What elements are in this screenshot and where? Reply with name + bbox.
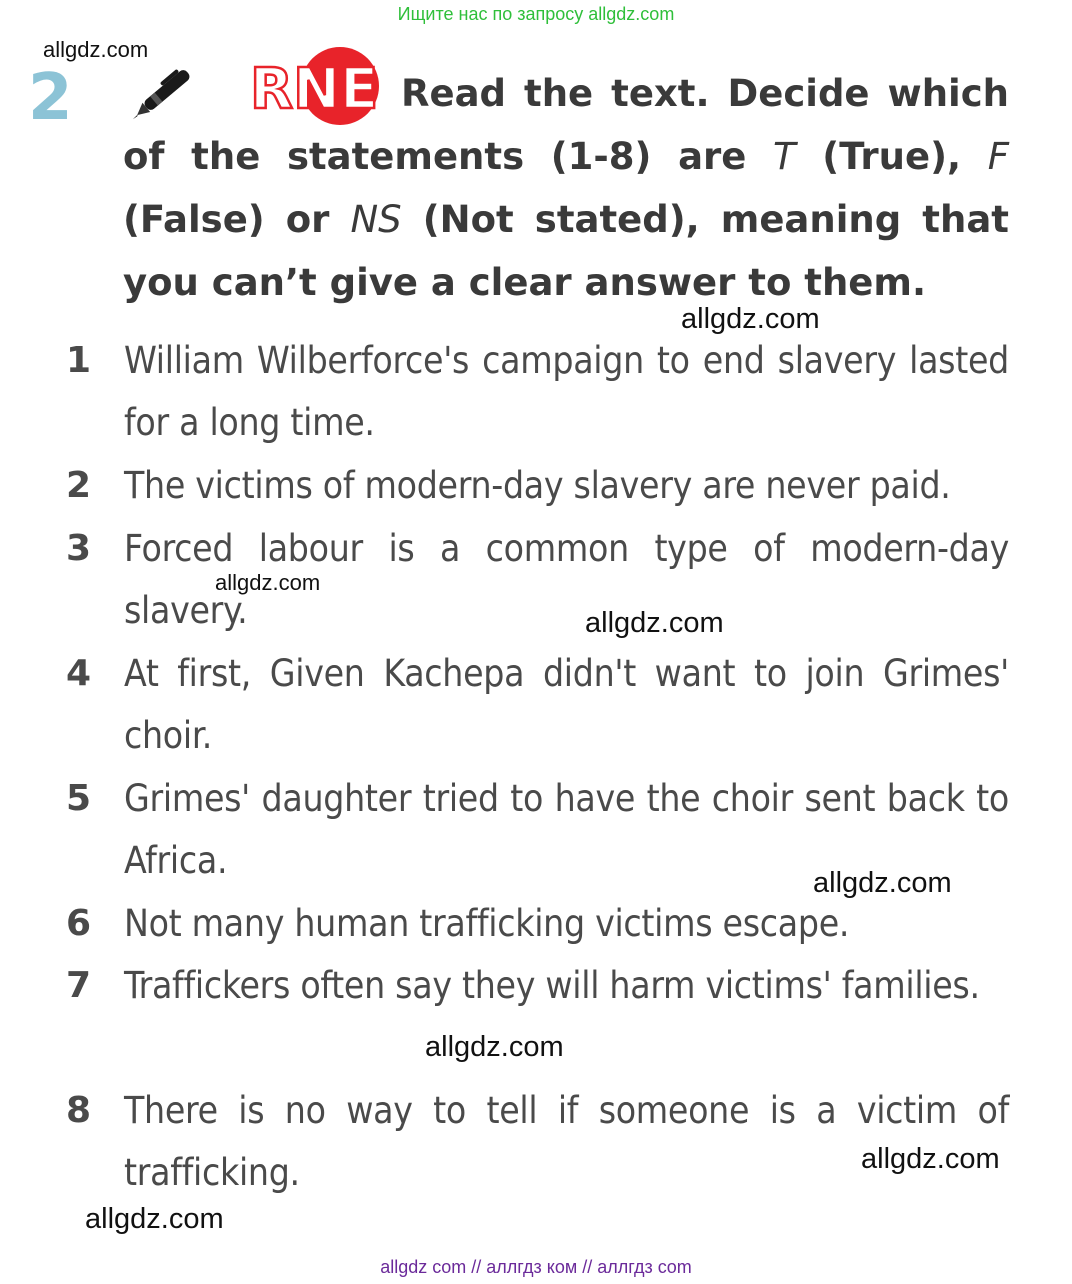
rne-badge-text: RNE: [250, 57, 379, 122]
watermark: allgdz.com: [585, 607, 724, 639]
statement-text: Not many human trafficking victims escape.: [124, 902, 850, 945]
watermark: allgdz.com: [43, 37, 149, 62]
statement-number: 1: [66, 340, 92, 381]
statement-text: The victims of modern-day slavery are never paid.: [124, 464, 951, 507]
watermark: allgdz.com: [425, 1031, 564, 1063]
statement-number: 5: [66, 778, 92, 819]
statement-number: 3: [66, 528, 92, 569]
statement-number: 7: [66, 965, 92, 1006]
exercise-number: 2: [28, 61, 73, 135]
statement-text: William Wilberforce's campaign to end slavery lasted for a long time.: [124, 339, 1009, 444]
statement-number: 8: [66, 1090, 92, 1131]
statement-text: There is no way to tell if someone is a victim of trafficking.: [124, 1089, 1009, 1194]
statement-text: Traffickers often say they will harm victims' families.: [124, 964, 980, 1007]
watermark: allgdz.com: [215, 570, 321, 595]
statement-text: Grimes' daughter tried to have the choir sent back to Africa.: [124, 777, 1009, 882]
bottom-banner[interactable]: allgdz com // аллгдз ком // аллгдз com: [380, 1257, 692, 1277]
watermark: allgdz.com: [681, 303, 820, 335]
watermark: allgdz.com: [861, 1143, 1000, 1175]
statement-text: Forced labour is a common type of modern-day slavery.: [124, 527, 1009, 632]
statement-text: At first, Given Kachepa didn't want to join Grimes' choir.: [124, 652, 1009, 757]
statement-number: 2: [66, 465, 92, 506]
watermark: allgdz.com: [813, 867, 952, 899]
watermark: allgdz.com: [85, 1203, 224, 1235]
exercise-instructions: Read the text. Decide which of the statements (1-8) are T (True), F (False) or NS (Not stated), meaning that you can’t give a clear answer to them.: [123, 72, 1009, 304]
statement-number: 6: [66, 903, 92, 944]
top-banner[interactable]: Ищите нас по запросу allgdz.com: [397, 4, 675, 24]
statement-number: 4: [66, 653, 92, 694]
